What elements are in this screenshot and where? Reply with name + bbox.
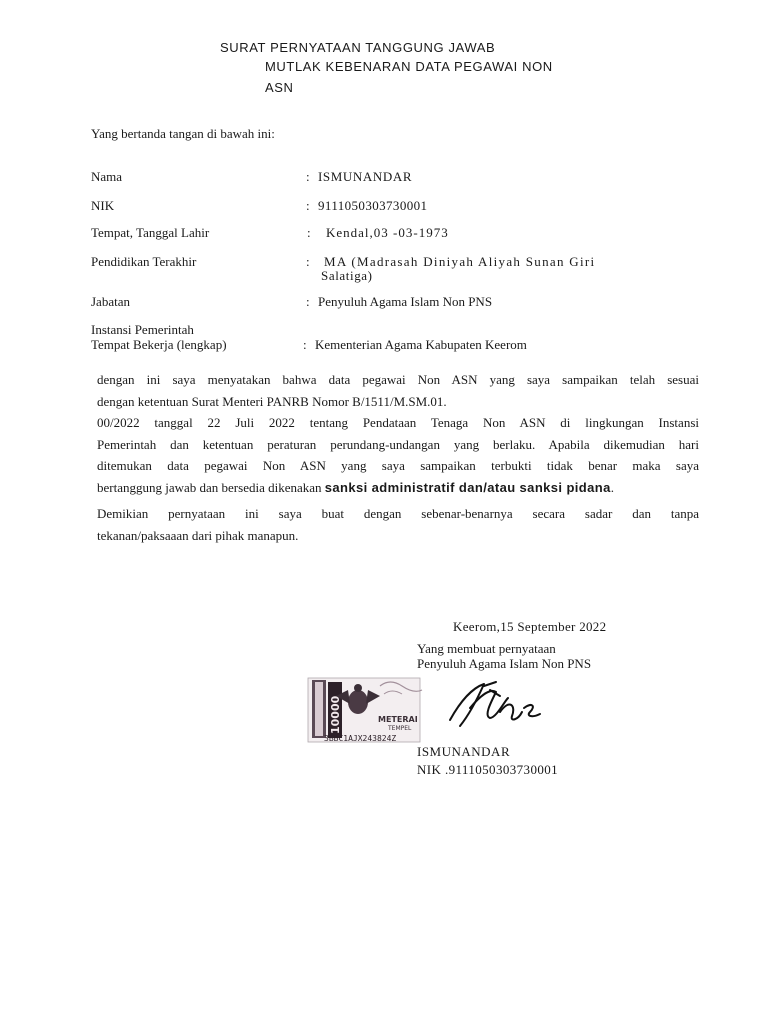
statement-paragraph	[97, 369, 699, 498]
field-colon: :	[303, 337, 307, 352]
signer-name: ISMUNANDAR	[417, 744, 511, 759]
stamp-text-2: TEMPEL	[388, 725, 412, 732]
intro-text: Yang bertanda tangan di bawah ini:	[91, 126, 275, 141]
field-colon: :	[306, 294, 310, 309]
sanction-emphasis: sanksi administratif dan/atau sanksi pidana	[324, 479, 611, 495]
statement-line: dengan ketentuan Surat Menteri PANRB Nomor B/1511/M.SM.01.	[97, 393, 447, 409]
statement-line: dengan ini saya menyatakan bahwa data pegawai Non ASN yang saya sampaikan telah sesuai	[97, 372, 699, 387]
field-colon: :	[306, 254, 310, 269]
field-label-nik: NIK	[91, 198, 115, 213]
field-value-nik: 9111050303730001	[318, 198, 428, 213]
stamp-amount: 10000	[329, 695, 342, 734]
signer-caption-2: Penyuluh Agama Islam Non PNS	[417, 656, 592, 671]
field-label-nama: Nama	[91, 169, 123, 184]
title-line-1: SURAT PERNYATAAN TANGGUNG JAWAB	[220, 40, 496, 55]
statement-line: 00/2022 tanggal 22 Juli 2022 tentang Pendataan Tenaga Non ASN di lingkungan Instansi	[97, 415, 699, 430]
statement-line: Pemerintah dan ketentuan peraturan perundang-undangan yang berlaku. Apabila dikemudian hari	[97, 436, 699, 452]
field-label-ttl: Tempat, Tanggal Lahir	[91, 225, 210, 240]
statement-line-6-prefix: bertanggung jawab dan bersedia dikenakan	[97, 479, 325, 495]
statement-line-6-suffix: .	[610, 479, 614, 495]
field-value-pendidikan-1: MA (Madrasah Diniyah Aliyah Sunan Giri	[324, 254, 596, 269]
title-line-3: ASN	[265, 80, 294, 95]
field-label-instansi-2: Tempat Bekerja (lengkap)	[91, 337, 227, 352]
place-date: Keerom,15 September 2022	[453, 619, 607, 634]
statement-line: ditemukan data pegawai Non ASN yang saya sampaikan terbukti tidak benar maka saya	[97, 458, 699, 473]
field-colon: :	[306, 198, 310, 213]
field-label-jabatan: Jabatan	[91, 294, 130, 309]
statement-line-6	[97, 477, 699, 499]
closing-line: Demikian pernyataan ini saya buat dengan sebenar-benarnya secara sadar dan tanpa	[97, 506, 699, 521]
signer-nik: NIK .9111050303730001	[417, 762, 559, 777]
title-line-2: MUTLAK KEBENARAN DATA PEGAWAI NON	[265, 59, 553, 74]
field-value-nama: ISMUNANDAR	[318, 169, 413, 184]
field-colon: :	[307, 225, 311, 240]
stamp-text-1: METERAI	[378, 715, 418, 724]
field-label-instansi-1: Instansi Pemerintah	[91, 322, 194, 337]
closing-paragraph	[97, 503, 699, 546]
closing-line: tekanan/paksaaan dari pihak manapun.	[97, 527, 299, 543]
signature-block	[300, 672, 560, 748]
stamp-serial: 3BBC1AJX243824Z	[324, 734, 397, 743]
field-value-ttl: Kendal,03 -03-1973	[326, 225, 449, 240]
field-value-pendidikan-2: Salatiga)	[321, 268, 373, 283]
field-value-instansi: Kementerian Agama Kabupaten Keerom	[315, 337, 527, 352]
field-colon: :	[306, 169, 310, 184]
meterai-stamp-graphic	[300, 672, 560, 748]
field-value-jabatan: Penyuluh Agama Islam Non PNS	[318, 294, 493, 309]
field-label-pendidikan: Pendidikan Terakhir	[91, 254, 197, 269]
signer-caption-1: Yang membuat pernyataan	[417, 641, 556, 656]
handwritten-signature	[450, 682, 540, 726]
